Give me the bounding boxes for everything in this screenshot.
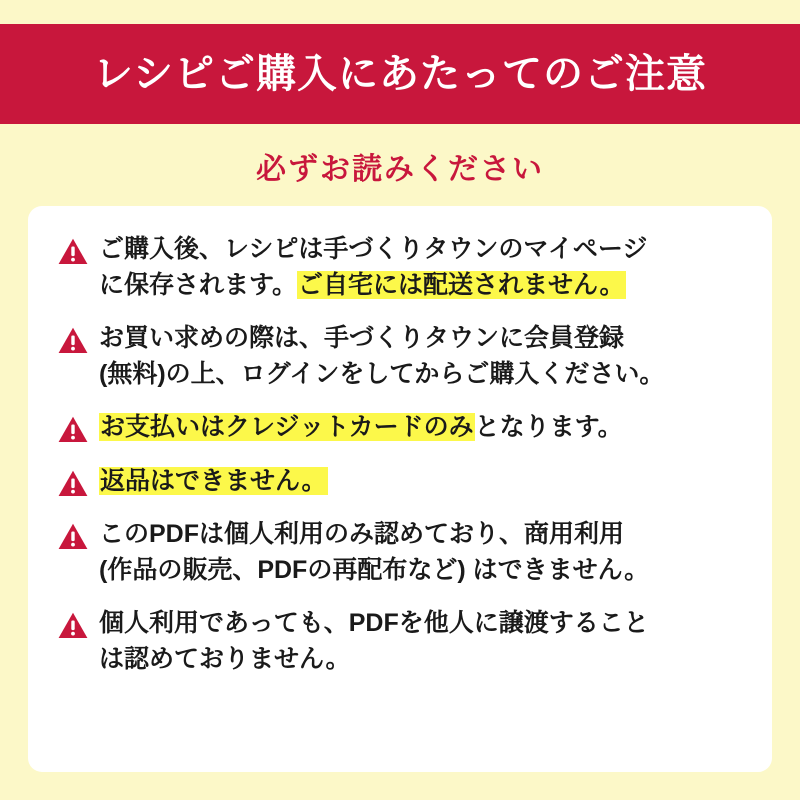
notice-line [99,321,664,357]
notice-item [58,464,742,500]
warning-icon [58,612,88,639]
highlighted-text: 返品はできません。 [100,466,327,495]
notice-text [99,606,649,677]
notice-card [28,206,772,772]
plain-text: に保存されます。 [99,270,298,299]
notice-line [99,553,649,589]
warning-icon [58,238,88,265]
highlighted-text: ご自宅には配送されません。 [298,270,625,299]
notice-line [99,268,647,304]
notice-item [58,606,742,677]
page-title: レシピご購入にあたってのご注意 [93,52,707,96]
notice-text [99,517,649,588]
notice-item [58,410,742,446]
notice-line [99,232,647,268]
header-banner [0,24,800,124]
plain-text: 個人利用であっても、PDFを他人に譲渡すること [99,609,649,637]
warning-icon [58,470,88,497]
notice-list [58,232,742,677]
notice-line [99,464,328,500]
notice-item [58,321,742,392]
plain-text: ご購入後、レシピは手づくりタウンのマイページ [99,235,648,263]
notice-text [99,232,647,303]
notice-text [99,464,328,500]
plain-text: となります。 [474,413,623,441]
notice-line [99,517,649,553]
notice-text [99,321,664,392]
plain-text: は認めておりません。 [99,644,351,673]
plain-text: (無料)の上、ログインをしてからご購入ください。 [99,359,665,388]
warning-icon [58,523,88,550]
highlighted-text: お支払いはクレジットカードのみ [100,413,474,441]
notice-item [58,232,742,303]
notice-line [99,606,649,642]
notice-line [99,410,623,446]
plain-text: (作品の販売、PDFの再配布など) はできません。 [99,555,650,584]
notice-line [99,357,664,393]
notice-item [58,517,742,588]
notice-line [99,642,649,678]
notice-text [99,410,623,446]
warning-icon [58,327,88,354]
plain-text: お買い求めの際は、手づくりタウンに会員登録 [99,324,625,352]
warning-icon [58,416,88,443]
plain-text: このPDFは個人利用のみ認めており、商用利用 [99,520,625,548]
page-subtitle: 必ずお読みください [256,153,544,186]
